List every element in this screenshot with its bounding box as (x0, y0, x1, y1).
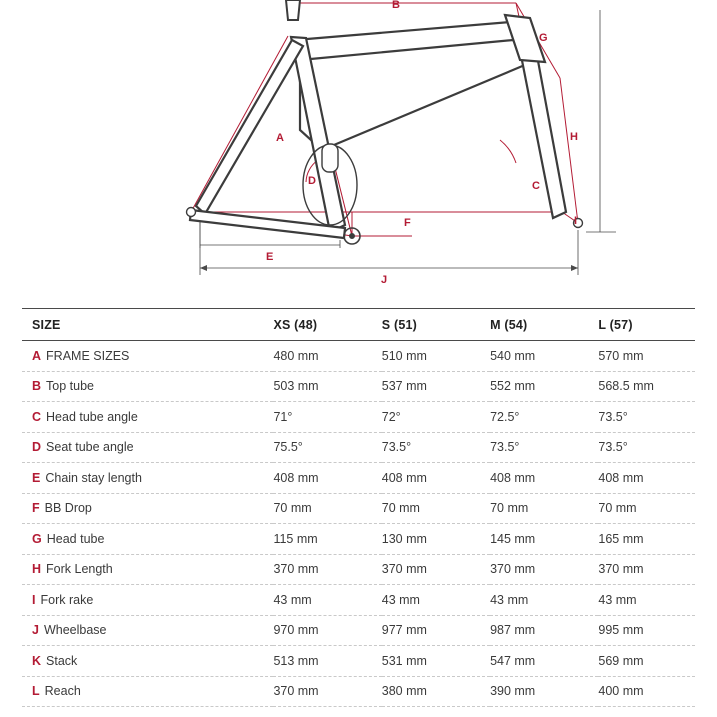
cell-xs: 480 mm (273, 341, 381, 372)
dim-label-A: A (276, 132, 284, 144)
cell-s: 43 mm (382, 585, 490, 616)
row-key: E (32, 470, 41, 485)
table-row (22, 432, 695, 463)
row-label-cell (22, 554, 273, 585)
dim-label-C: C (532, 180, 540, 192)
dim-label-B: B (392, 0, 400, 11)
cell-xs: 71° (273, 402, 381, 433)
row-label: Head tube (46, 531, 105, 546)
cell-s: 977 mm (382, 615, 490, 646)
cell-xs: 70 mm (273, 493, 381, 524)
cell-s: 72° (382, 402, 490, 433)
row-label: Stack (46, 653, 78, 668)
row-key: K (32, 653, 42, 668)
cell-l: 370 mm (598, 554, 695, 585)
column-header-size: SIZE (22, 309, 273, 341)
table-row (22, 676, 695, 707)
cell-l: 165 mm (598, 524, 695, 555)
row-label-cell (22, 493, 273, 524)
row-label-cell (22, 341, 273, 372)
cell-m: 552 mm (490, 371, 598, 402)
row-label-cell (22, 432, 273, 463)
row-label: Reach (44, 684, 81, 699)
table-row (22, 371, 695, 402)
cell-m: 547 mm (490, 646, 598, 677)
cell-l: 73.5° (598, 402, 695, 433)
cell-xs: 370 mm (273, 676, 381, 707)
dim-label-D: D (308, 175, 316, 187)
cell-l: 400 mm (598, 676, 695, 707)
row-label: Head tube angle (46, 409, 138, 424)
cell-l: 570 mm (598, 341, 695, 372)
column-header-l: L (57) (598, 309, 695, 341)
row-label: Chain stay length (45, 470, 142, 485)
cell-xs: 43 mm (273, 585, 381, 616)
table-row (22, 463, 695, 494)
cell-l: 73.5° (598, 432, 695, 463)
geometry-table (22, 308, 695, 707)
cell-s: 70 mm (382, 493, 490, 524)
cell-s: 531 mm (382, 646, 490, 677)
cell-m: 540 mm (490, 341, 598, 372)
cell-xs: 370 mm (273, 554, 381, 585)
cell-xs: 408 mm (273, 463, 381, 494)
cell-m: 987 mm (490, 615, 598, 646)
row-key: F (32, 501, 40, 516)
column-header-s: S (51) (382, 309, 490, 341)
frame-drawing (0, 0, 717, 300)
table-row (22, 554, 695, 585)
table-row (22, 402, 695, 433)
row-key: H (32, 562, 42, 577)
dim-label-I: I (574, 215, 578, 227)
cell-l: 568.5 mm (598, 371, 695, 402)
cell-m: 43 mm (490, 585, 598, 616)
cell-xs: 970 mm (273, 615, 381, 646)
cell-m: 73.5° (490, 432, 598, 463)
table-row (22, 646, 695, 677)
row-label-cell (22, 524, 273, 555)
cell-s: 408 mm (382, 463, 490, 494)
frame-outline (190, 15, 566, 238)
cell-s: 537 mm (382, 371, 490, 402)
table-header-row (22, 309, 695, 341)
table-row (22, 341, 695, 372)
cell-m: 370 mm (490, 554, 598, 585)
cell-l: 43 mm (598, 585, 695, 616)
cell-m: 72.5° (490, 402, 598, 433)
dim-label-E: E (266, 251, 274, 263)
row-key: J (32, 623, 39, 638)
table-row (22, 615, 695, 646)
row-label-cell (22, 402, 273, 433)
dim-label-G: G (539, 32, 548, 44)
row-label: Top tube (46, 379, 94, 394)
dim-label-H: H (570, 131, 578, 143)
row-label-cell (22, 676, 273, 707)
cell-xs: 115 mm (273, 524, 381, 555)
cell-s: 370 mm (382, 554, 490, 585)
cell-s: 510 mm (382, 341, 490, 372)
cell-s: 130 mm (382, 524, 490, 555)
cell-l: 995 mm (598, 615, 695, 646)
row-label: Fork rake (40, 592, 94, 607)
row-label: FRAME SIZES (46, 348, 130, 363)
row-label: Fork Length (46, 562, 113, 577)
row-label-cell (22, 615, 273, 646)
row-label: Wheelbase (43, 623, 107, 638)
row-label-cell (22, 371, 273, 402)
cell-m: 70 mm (490, 493, 598, 524)
cell-xs: 513 mm (273, 646, 381, 677)
row-label: Seat tube angle (46, 440, 134, 455)
column-header-xs: XS (48) (273, 309, 381, 341)
seatpost (286, 0, 300, 20)
row-label: BB Drop (44, 501, 92, 516)
dim-label-F: F (404, 217, 411, 229)
row-label-cell (22, 463, 273, 494)
table-row (22, 524, 695, 555)
cell-l: 569 mm (598, 646, 695, 677)
cell-l: 70 mm (598, 493, 695, 524)
cell-m: 408 mm (490, 463, 598, 494)
row-key: L (32, 684, 40, 699)
cell-xs: 503 mm (273, 371, 381, 402)
cell-m: 145 mm (490, 524, 598, 555)
row-key: G (32, 531, 42, 546)
cell-l: 408 mm (598, 463, 695, 494)
rear-dropout (187, 208, 196, 217)
cell-s: 380 mm (382, 676, 490, 707)
row-key: C (32, 409, 42, 424)
dim-label-J: J (381, 274, 388, 286)
row-key: B (32, 379, 42, 394)
table-row (22, 493, 695, 524)
cell-xs: 75.5° (273, 432, 381, 463)
row-label-cell (22, 585, 273, 616)
column-header-m: M (54) (490, 309, 598, 341)
row-key: A (32, 348, 42, 363)
geometry-diagram (0, 0, 717, 300)
row-key: D (32, 440, 42, 455)
cell-m: 390 mm (490, 676, 598, 707)
row-label-cell (22, 646, 273, 677)
cell-s: 73.5° (382, 432, 490, 463)
row-key: I (32, 592, 36, 607)
table-row (22, 585, 695, 616)
geometry-table-container (22, 308, 695, 707)
